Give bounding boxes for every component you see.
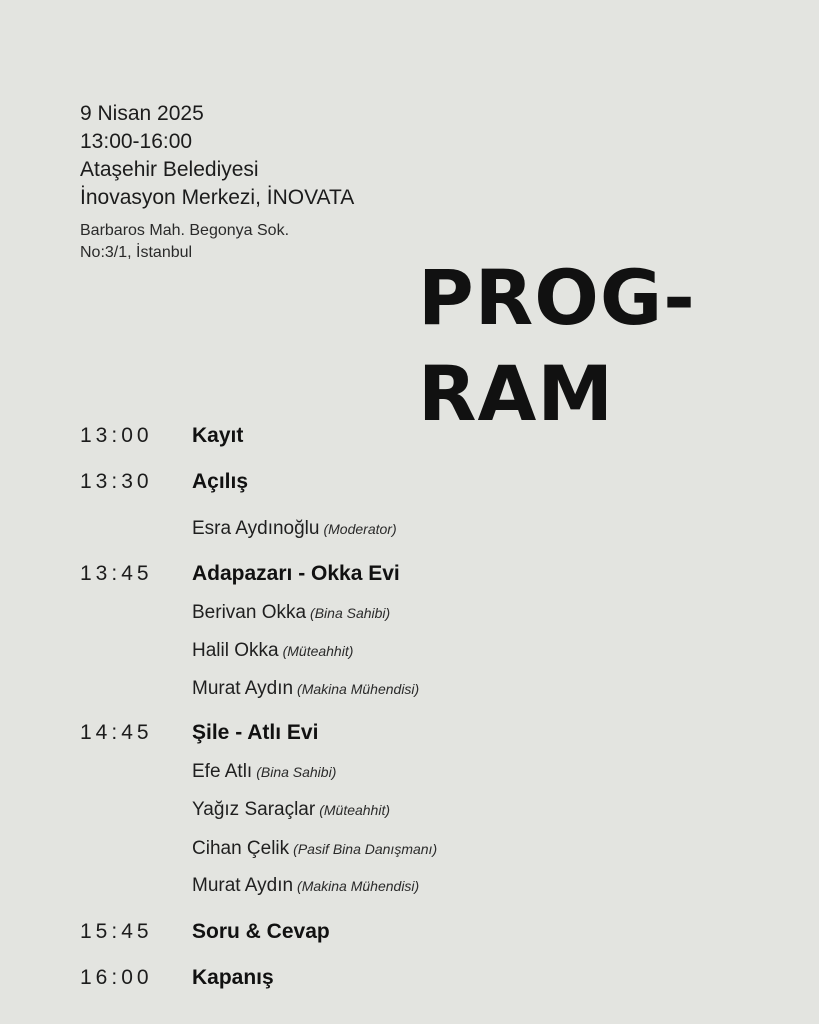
schedule-row xyxy=(0,966,819,996)
speaker xyxy=(192,518,397,540)
schedule-row xyxy=(0,562,819,592)
speaker-role: (Müteahhit) xyxy=(319,802,391,818)
speaker-role: (Pasif Bina Danışmanı) xyxy=(293,841,438,857)
speaker-name: Esra Aydınoğlu xyxy=(192,518,320,539)
event-info xyxy=(80,100,354,264)
schedule-title: Soru & Cevap xyxy=(192,920,330,943)
speaker-row xyxy=(0,602,819,632)
speaker-role: (Bina Sahibi) xyxy=(256,764,337,780)
speaker-name: Cihan Çelik xyxy=(192,838,290,859)
speaker-role: (Müteahhit) xyxy=(282,643,354,659)
speaker-row xyxy=(0,838,819,868)
speaker-role: (Makina Mühendisi) xyxy=(297,681,420,697)
schedule-title: Kayıt xyxy=(192,424,244,447)
speaker-role: (Moderator) xyxy=(323,521,397,537)
event-time: 13:00-16:00 xyxy=(80,130,193,153)
schedule-time: 15:45 xyxy=(80,920,153,943)
address-street: Barbaros Mah. Begonya Sok. xyxy=(80,222,290,239)
speaker-name: Yağız Saraçlar xyxy=(192,799,316,820)
speaker xyxy=(192,875,419,897)
speaker-row xyxy=(0,799,819,829)
speaker-row xyxy=(0,761,819,791)
speaker-row xyxy=(0,875,819,905)
program-heading-line1: PROG- xyxy=(418,253,696,342)
schedule-row xyxy=(0,424,819,454)
schedule-time: 16:00 xyxy=(80,966,153,989)
schedule-title: Açılış xyxy=(192,470,249,493)
speaker xyxy=(192,678,419,700)
speaker-name: Efe Atlı xyxy=(192,761,253,782)
address-city: No:3/1, İstanbul xyxy=(80,244,193,261)
venue-center: İnovasyon Merkezi, İNOVATA xyxy=(80,186,355,209)
schedule-row xyxy=(0,920,819,950)
speaker-name: Berivan Okka xyxy=(192,602,307,623)
schedule-title: Adapazarı - Okka Evi xyxy=(192,562,400,585)
schedule-title: Şile - Atlı Evi xyxy=(192,721,319,744)
speaker xyxy=(192,838,437,860)
venue-name: Ataşehir Belediyesi xyxy=(80,158,259,181)
speaker-name: Murat Aydın xyxy=(192,875,294,896)
speaker-name: Halil Okka xyxy=(192,640,279,661)
schedule-time: 13:45 xyxy=(80,562,153,585)
event-date: 9 Nisan 2025 xyxy=(80,102,204,125)
speaker-row xyxy=(0,518,819,548)
schedule-row xyxy=(0,721,819,751)
speaker-row xyxy=(0,640,819,670)
speaker-role: (Makina Mühendisi) xyxy=(297,878,420,894)
schedule-title: Kapanış xyxy=(192,966,274,989)
program-heading-line2: RAM xyxy=(418,349,614,438)
speaker xyxy=(192,799,390,821)
speaker xyxy=(192,602,390,624)
schedule-time: 13:00 xyxy=(80,424,153,447)
speaker-row xyxy=(0,678,819,708)
program-heading xyxy=(418,250,696,442)
schedule-row xyxy=(0,470,819,500)
schedule-time: 13:30 xyxy=(80,470,153,493)
speaker xyxy=(192,761,336,783)
schedule-time: 14:45 xyxy=(80,721,153,744)
speaker xyxy=(192,640,353,662)
speaker-role: (Bina Sahibi) xyxy=(310,605,391,621)
speaker-name: Murat Aydın xyxy=(192,678,294,699)
